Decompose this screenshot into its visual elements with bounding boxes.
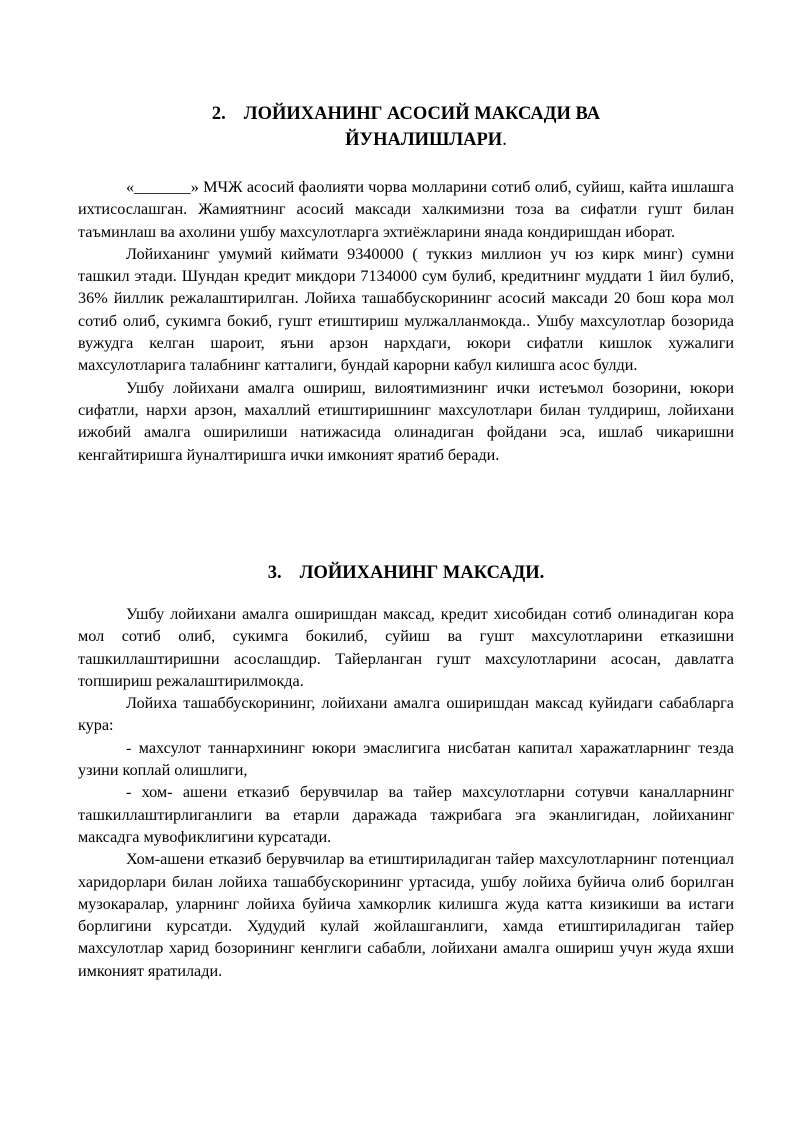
section-3-paragraph: Лойиха ташаббускорининг, лойихани амалга оширишдан максад куйидаги сабабларга кура: (78, 694, 734, 735)
section-3-heading (78, 560, 734, 586)
section-3-dash-item: - махсулот таннархининг юкори эмаслигига нисбатан капитал харажатларнинг тезда узини коплай олишлиги, (78, 738, 734, 780)
section-3-body (78, 603, 734, 982)
section-2-heading (78, 101, 734, 153)
section-3-paragraph: Ушбу лойихани амалга оширишдан максад, кредит хисобидан сотиб олинадиган кора мол сотиб олиб, сукимга бокилиб, суйиш ва гушт махсулотларини етказишни ташкиллаштиришни асослашдир. Тайерланган гушт махсулотларини асосан, давлатга топшириш режалаштирилмокда. (78, 605, 734, 690)
section-3-number: 3. (267, 563, 282, 583)
section-2-number: 2. (211, 104, 226, 124)
section-3-dash-item: - хом- ашени етказиб берувчилар ва тайер махсулотларни сотувчи каналларнинг ташкиллаштирлиганлиги ва етарли даражада тажрибага эга эканлигидан, лойиханинг максадга мувофиклигини курсатади. (78, 783, 734, 846)
section-2-body (78, 176, 734, 466)
section-2-paragraph: Ушбу лойихани амалга ошириш, вилоятимизнинг ички истеъмол бозорини, юкори сифатли, нархи арзон, махаллий етиштиришнинг махсулотлари билан тулдириш, лойихани ижобий амалга оширилиши натижасида олинадиган фойдани эса, ишлаб чикаришни кенгайтиришга йуналтиришга ички имконият яратиб беради. (78, 378, 734, 464)
section-2-title-line1: ЛОЙИХАНИНГ АСОСИЙ МАКСАДИ ВА (243, 104, 601, 124)
section-2-title-line2: ЙУНАЛИШЛАРИ (345, 130, 503, 150)
section-3-title: ЛОЙИХАНИНГ МАКСАДИ. (299, 563, 545, 583)
section-3-paragraph: Хом-ашени етказиб берувчилар ва етиштириладиган тайер махсулотларнинг потенциал харидорлари билан лойиха ташаббускорининг уртасида, ушбу лойиха буйича олиб борилган музокаралар, уларнинг лойиха буйича хамкорлик килишга жуда катта кизикиши ва истаги борлигини курсатди. Худудий кулай жойлашганлиги, хамда етиштириладиган тайер махсулотлар харид бозорининг кенглиги сабабли, лойихани амалга ошириш учун жуда яхши имконият яратилади. (78, 850, 734, 980)
section-2-paragraph: «_______» МЧЖ асосий фаолияти чорва молларини сотиб олиб, суйиш, кайта ишлашга ихтисослашган. Жамиятнинг асосий максади халкимизни тоза ва сифатли гушт билан таъминлаш ва ахолини ушбу махсулотларга эхтиёжларини янада кондиришдан иборат. (78, 178, 734, 241)
section-2-paragraph: Лойиханинг умумий киймати 9340000 ( туккиз миллион уч юз кирк минг) сумни ташкил этади. Шундан кредит микдори 7134000 сум булиб, кредитнинг муддати 1 йил булиб, 36% йиллик режалаштирилган. Лойиха ташаббускорининг асосий максади 20 бош кора мол сотиб олиб, сукимга бокиб, гушт етиштириш мулжалланмокда.. Ушбу махсулотлар бозорида вужудга келган шароит, яъни арзон нархдаги, юкори сифатли кишлок хужалиги махсулотларига талабнинг катталиги, бундай карорни кабул килишга асос булди. (78, 244, 734, 375)
section-2-title-period: . (502, 130, 507, 150)
